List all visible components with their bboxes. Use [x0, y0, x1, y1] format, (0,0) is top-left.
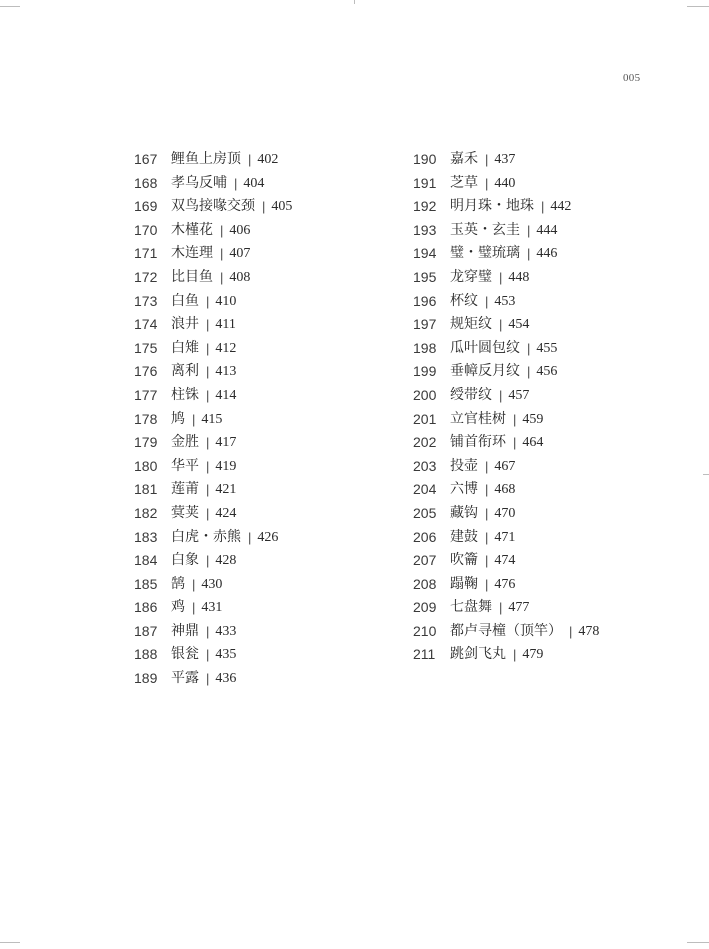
- toc-entry-separator: |: [234, 175, 238, 191]
- toc-entry-number: 207: [413, 552, 437, 569]
- toc-entry-title: 白鱼: [171, 292, 199, 309]
- toc-entry: [413, 242, 673, 266]
- toc-entry-number: 210: [413, 622, 437, 639]
- toc-entry-separator: |: [206, 671, 210, 687]
- toc-entry: [413, 455, 673, 479]
- toc-entry: [134, 431, 394, 455]
- toc-entry: [134, 266, 394, 290]
- toc-entry-title: 绶带纹: [450, 386, 492, 403]
- toc-entry: [134, 242, 394, 266]
- toc-entry-number: 197: [413, 316, 437, 333]
- toc-entry: [413, 313, 673, 337]
- toc-entry-title: 华平: [171, 457, 199, 474]
- toc-entry-page: 408: [229, 269, 251, 285]
- toc-entry-title: 孝乌反哺: [171, 174, 227, 191]
- toc-entry-title: 鸠: [171, 410, 185, 427]
- toc-entry-number: 203: [413, 457, 437, 474]
- toc-entry-separator: |: [220, 246, 224, 262]
- toc-entry-title: 金胜: [171, 434, 199, 451]
- toc-entry-page: 419: [215, 458, 237, 474]
- toc-entry-page: 444: [536, 222, 558, 238]
- toc-entry-title: 鲤鱼上房顶: [171, 151, 241, 167]
- toc-entry: [134, 360, 394, 384]
- toc-entry-page: 471: [494, 529, 516, 545]
- toc-entry: [134, 290, 394, 314]
- toc-entry-separator: |: [513, 647, 517, 663]
- toc-entry-number: 183: [134, 528, 158, 545]
- toc-entry-page: 454: [508, 317, 530, 333]
- toc-entry-page: 404: [243, 175, 265, 191]
- toc-entry-title: 白象: [171, 552, 199, 569]
- toc-entry: [413, 172, 673, 196]
- toc-entry-number: 184: [134, 552, 158, 569]
- toc-entry-page: 470: [494, 505, 516, 521]
- toc-entry-page: 467: [494, 458, 516, 474]
- toc-entry-separator: |: [206, 317, 210, 333]
- toc-entry-number: 171: [134, 245, 158, 262]
- toc-entry: [134, 219, 394, 243]
- toc-entry-title: 柱铢: [171, 386, 199, 403]
- toc-entry-page: 436: [215, 671, 237, 687]
- toc-entry-number: 180: [134, 457, 158, 474]
- toc-entry: [413, 478, 673, 502]
- toc-entry-page: 430: [201, 576, 223, 592]
- toc-entry: [413, 360, 673, 384]
- toc-entry-title: 建鼓: [450, 528, 478, 545]
- toc-entry-title: 蓂荚: [171, 504, 199, 521]
- toc-entry-separator: |: [206, 293, 210, 309]
- toc-entry: [413, 596, 673, 620]
- toc-entry-title: 木连理: [171, 245, 213, 262]
- toc-entry-separator: |: [541, 199, 545, 215]
- toc-entry: [134, 620, 394, 644]
- toc-entry-title: 浪井: [171, 316, 199, 333]
- toc-entry: [134, 172, 394, 196]
- toc-entry-page: 407: [229, 246, 251, 262]
- toc-entry-page: 424: [215, 505, 237, 521]
- toc-entry-number: 181: [134, 481, 158, 498]
- toc-entry-separator: |: [499, 387, 503, 403]
- toc-entry: [413, 148, 673, 172]
- toc-entry-separator: |: [499, 317, 503, 333]
- toc-entry-page: 412: [215, 340, 237, 356]
- toc-entry-title: 璧・璧琉璃: [450, 245, 520, 262]
- toc-entry-number: 199: [413, 363, 437, 380]
- toc-entry-title: 瓜叶圆包纹: [450, 339, 520, 356]
- toc-entry: [413, 643, 673, 667]
- toc-entry-number: 179: [134, 434, 158, 451]
- toc-entry: [134, 148, 394, 172]
- toc-entry-separator: |: [206, 623, 210, 639]
- toc-entry-page: 442: [550, 199, 572, 215]
- toc-entry-number: 209: [413, 599, 437, 616]
- toc-entry-page: 413: [215, 364, 237, 380]
- toc-entry-number: 187: [134, 622, 158, 639]
- toc-entry: [134, 384, 394, 408]
- toc-entry-page: 459: [522, 411, 544, 427]
- toc-entry-page: 453: [494, 293, 516, 309]
- toc-entry-page: 421: [215, 482, 237, 498]
- toc-entry-page: 468: [494, 482, 516, 498]
- toc-entry-number: 192: [413, 198, 437, 215]
- toc-entry-title: 七盘舞: [450, 599, 492, 616]
- toc-entry-title: 杯纹: [450, 292, 478, 309]
- toc-entry-separator: |: [485, 576, 489, 592]
- toc-entry-title: 比目鱼: [171, 268, 213, 285]
- toc-entry-number: 198: [413, 339, 437, 356]
- toc-entry-separator: |: [569, 623, 573, 639]
- toc-entry-title: 木槿花: [171, 221, 213, 238]
- toc-entry: [134, 408, 394, 432]
- toc-entry-separator: |: [485, 293, 489, 309]
- toc-entry-number: 206: [413, 528, 437, 545]
- toc-entry-title: 离利: [171, 363, 199, 380]
- toc-entry-number: 178: [134, 410, 158, 427]
- toc-entry: [413, 526, 673, 550]
- toc-entry-number: 194: [413, 245, 437, 262]
- toc-entry-separator: |: [206, 387, 210, 403]
- toc-entry-title: 跳剑飞丸: [450, 646, 506, 663]
- toc-entry-separator: |: [220, 222, 224, 238]
- toc-entry-page: 428: [215, 553, 237, 569]
- toc-entry-title: 白雉: [171, 339, 199, 356]
- toc-entry-separator: |: [527, 340, 531, 356]
- toc-entry-number: 174: [134, 316, 158, 333]
- toc-entry-page: 431: [201, 600, 223, 616]
- toc-entry: [134, 313, 394, 337]
- toc-column-left: [134, 148, 394, 691]
- toc-entry-number: 195: [413, 268, 437, 285]
- toc-entry-title: 银瓮: [171, 646, 199, 663]
- crop-mark: [687, 942, 709, 943]
- toc-entry: [413, 431, 673, 455]
- toc-entry-number: 202: [413, 434, 437, 451]
- toc-entry-separator: |: [206, 435, 210, 451]
- toc-entry-title: 玉英・玄圭: [450, 221, 520, 238]
- toc-entry-separator: |: [513, 435, 517, 451]
- toc-entry-page: 476: [494, 576, 516, 592]
- toc-entry-title: 白虎・赤熊: [171, 528, 241, 545]
- toc-entry-title: 铺首衔环: [450, 434, 506, 451]
- toc-entry: [134, 337, 394, 361]
- toc-entry-title: 平露: [171, 670, 199, 687]
- crop-mark: [703, 474, 709, 475]
- toc-entry: [413, 384, 673, 408]
- toc-entry-title: 六博: [450, 481, 478, 498]
- toc-entry-separator: |: [485, 529, 489, 545]
- toc-entry-title: 投壶: [450, 457, 478, 474]
- toc-entry-page: 433: [215, 623, 237, 639]
- toc-entry-page: 405: [271, 199, 293, 215]
- toc-entry-title: 蹋鞠: [450, 575, 478, 592]
- toc-entry-number: 211: [413, 646, 436, 663]
- page-number: 005: [623, 72, 641, 84]
- toc-entry: [134, 667, 394, 691]
- toc-entry-title: 龙穿璧: [450, 268, 492, 285]
- toc-entry: [413, 219, 673, 243]
- toc-entry-page: 406: [229, 222, 251, 238]
- toc-entry-separator: |: [192, 576, 196, 592]
- toc-entry: [134, 643, 394, 667]
- toc-entry-page: 440: [494, 175, 516, 191]
- crop-mark: [354, 0, 355, 4]
- toc-entry-page: 478: [578, 623, 600, 639]
- toc-entry-separator: |: [485, 175, 489, 191]
- toc-entry-number: 188: [134, 646, 158, 663]
- toc-entry-separator: |: [527, 364, 531, 380]
- toc-entry-separator: |: [485, 458, 489, 474]
- toc-entry-page: 474: [494, 553, 516, 569]
- toc-entry-page: 411: [215, 317, 236, 333]
- toc-entry-page: 457: [508, 387, 530, 403]
- toc-entry-separator: |: [220, 269, 224, 285]
- toc-entry-number: 177: [134, 386, 158, 403]
- toc-entry-title: 吹籥: [450, 552, 478, 569]
- toc-entry-page: 479: [522, 647, 544, 663]
- crop-mark: [0, 6, 20, 7]
- toc-entry-separator: |: [192, 600, 196, 616]
- toc-entry: [413, 266, 673, 290]
- toc-entry-title: 垂幛反月纹: [450, 363, 520, 380]
- toc-entry-number: 186: [134, 599, 158, 616]
- toc-entry-separator: |: [206, 505, 210, 521]
- toc-entry: [134, 549, 394, 573]
- toc-entry-title: 鹄: [171, 575, 185, 592]
- toc-entry-title: 都卢寻橦（顶竿）: [450, 622, 562, 639]
- toc-entry-title: 藏钩: [450, 504, 478, 521]
- toc-entry-separator: |: [485, 482, 489, 498]
- toc-entry-title: 芝草: [450, 174, 478, 191]
- crop-mark: [0, 942, 20, 943]
- toc-entry-number: 189: [134, 670, 158, 687]
- toc-entry-number: 191: [413, 174, 437, 191]
- toc-entry-page: 448: [508, 269, 530, 285]
- toc-entry: [134, 455, 394, 479]
- toc-entry-separator: |: [206, 340, 210, 356]
- toc-entry: [413, 290, 673, 314]
- toc-entry-page: 455: [536, 340, 558, 356]
- toc-entry-number: 182: [134, 504, 158, 521]
- toc-entry-page: 456: [536, 364, 558, 380]
- toc-entry-separator: |: [262, 199, 266, 215]
- toc-entry-number: 169: [134, 198, 158, 215]
- toc-entry-page: 435: [215, 647, 237, 663]
- toc-entry-separator: |: [527, 246, 531, 262]
- toc-entry-page: 426: [257, 529, 279, 545]
- toc-entry-separator: |: [499, 600, 503, 616]
- toc-entry: [134, 596, 394, 620]
- toc-entry-number: 200: [413, 386, 437, 403]
- toc-entry-separator: |: [485, 505, 489, 521]
- toc-entry-page: 410: [215, 293, 237, 309]
- toc-entry-title: 鸡: [171, 599, 185, 616]
- toc-entry-page: 414: [215, 387, 237, 403]
- toc-entry-separator: |: [206, 482, 210, 498]
- toc-entry-page: 417: [215, 435, 237, 451]
- toc-entry-separator: |: [206, 553, 210, 569]
- toc-entry-number: 190: [413, 151, 437, 167]
- toc-entry: [134, 573, 394, 597]
- toc-entry-separator: |: [248, 152, 252, 167]
- toc-entry-title: 双鸟接喙交颈: [171, 198, 255, 215]
- toc-entry: [134, 502, 394, 526]
- toc-entry-title: 立官桂树: [450, 410, 506, 427]
- toc-entry-number: 208: [413, 575, 437, 592]
- toc-entry-title: 明月珠・地珠: [450, 198, 534, 215]
- toc-entry-number: 204: [413, 481, 437, 498]
- toc-entry: [413, 549, 673, 573]
- toc-entry: [413, 195, 673, 219]
- toc-entry-number: 173: [134, 292, 158, 309]
- toc-entry-separator: |: [527, 222, 531, 238]
- toc-entry-page: 402: [257, 152, 279, 167]
- toc-column-right: [413, 148, 673, 667]
- toc-entry-number: 193: [413, 221, 437, 238]
- toc-entry: [413, 502, 673, 526]
- toc-entry-number: 167: [134, 151, 158, 167]
- toc-entry-page: 415: [201, 411, 223, 427]
- toc-entry-title: 嘉禾: [450, 151, 478, 167]
- toc-entry-number: 172: [134, 268, 158, 285]
- toc-entry-title: 神鼎: [171, 622, 199, 639]
- toc-entry: [134, 195, 394, 219]
- toc-entry-number: 176: [134, 363, 158, 380]
- toc-entry-separator: |: [513, 411, 517, 427]
- toc-entry-page: 446: [536, 246, 558, 262]
- toc-entry: [134, 478, 394, 502]
- toc-entry-page: 437: [494, 152, 516, 167]
- toc-entry-separator: |: [485, 553, 489, 569]
- toc-entry-number: 175: [134, 339, 158, 356]
- toc-entry-number: 205: [413, 504, 437, 521]
- toc-entry-separator: |: [499, 269, 503, 285]
- toc-entry: [413, 620, 673, 644]
- toc-entry-separator: |: [485, 152, 489, 167]
- toc-entry-separator: |: [206, 647, 210, 663]
- toc-entry-number: 196: [413, 292, 437, 309]
- toc-entry: [413, 337, 673, 361]
- crop-mark: [687, 6, 709, 7]
- toc-entry-page: 464: [522, 435, 544, 451]
- toc-entry-title: 规矩纹: [450, 316, 492, 333]
- toc-entry-number: 168: [134, 174, 158, 191]
- toc-entry: [413, 408, 673, 432]
- toc-entry-separator: |: [248, 529, 252, 545]
- toc-entry: [413, 573, 673, 597]
- toc-entry-page: 477: [508, 600, 530, 616]
- toc-entry-number: 201: [413, 410, 437, 427]
- toc-entry-separator: |: [206, 458, 210, 474]
- toc-entry-separator: |: [206, 364, 210, 380]
- toc-entry-number: 170: [134, 221, 158, 238]
- toc-entry-separator: |: [192, 411, 196, 427]
- toc-entry: [134, 526, 394, 550]
- toc-entry-number: 185: [134, 575, 158, 592]
- toc-entry-title: 莲莆: [171, 481, 199, 498]
